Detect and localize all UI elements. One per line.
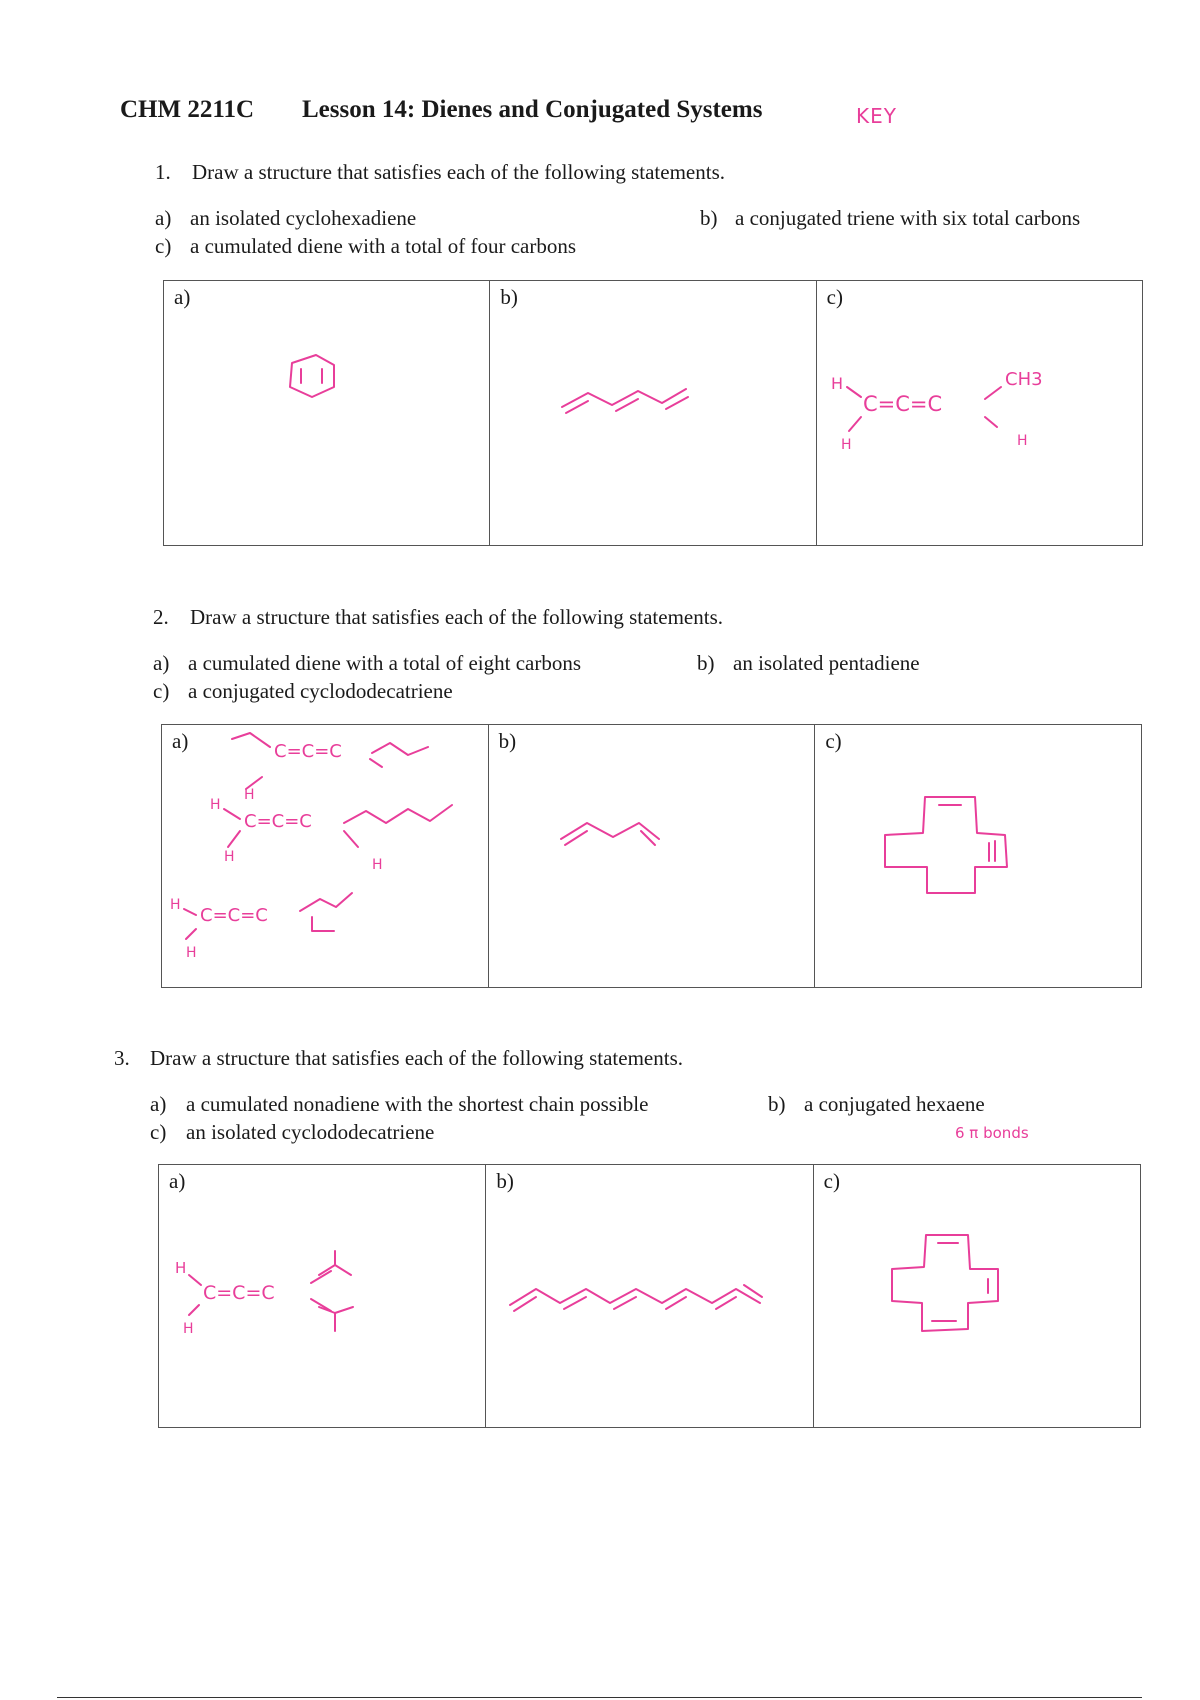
q2-option-b-label: b): [697, 651, 715, 675]
q3-option-a-text: a cumulated nonadiene with the shortest chain possible: [186, 1092, 649, 1116]
q3a-nonadiene-drawing: [159, 1165, 485, 1429]
q2-cell-c-label: c): [825, 729, 842, 753]
q2-cell-c: [814, 725, 1141, 987]
q1-option-c-label: c): [155, 234, 172, 258]
q1c-h-top: H: [830, 374, 843, 393]
q2-cell-a: [162, 725, 488, 987]
q2a-chain-3: C=C=C: [200, 905, 268, 926]
q1-cell-c-label: c): [826, 285, 843, 309]
q3-option-b-text: a conjugated hexaene: [804, 1092, 985, 1116]
question-3-prompt: Draw a structure that satisfies each of the following statements.: [150, 1046, 683, 1070]
q1b-hexatriene-drawing: [490, 281, 816, 547]
q3-cell-c: [813, 1165, 1140, 1427]
q2a-octadiene-drawing: [162, 725, 488, 989]
q2a-h-1: H: [244, 787, 255, 803]
q1c-chain: C=C=C: [862, 392, 942, 416]
q1-option-b-text: a conjugated triene with six total carbons: [735, 206, 1081, 230]
question-3-number: 3.: [114, 1046, 130, 1070]
q2a-h-3: H: [224, 849, 235, 865]
q3b-hexaene-drawing: [486, 1165, 812, 1429]
q1-answer-grid: [163, 280, 1143, 546]
q1-option-b-label: b): [700, 206, 718, 230]
q1c-h-right: H: [1016, 433, 1028, 449]
key-mark: KEY: [856, 104, 897, 128]
q1-option-a-label: a): [155, 206, 172, 230]
question-1-prompt: Draw a structure that satisfies each of the following statements.: [192, 160, 725, 184]
q2-option-a-label: a): [153, 651, 170, 675]
q2-option-a-text: a cumulated diene with a total of eight carbons: [188, 651, 582, 675]
q3-answer-grid: [158, 1164, 1141, 1428]
q3-option-c-text: an isolated cyclododecatriene: [186, 1120, 435, 1144]
q2a-h-6: H: [186, 945, 197, 961]
q2a-h-5: H: [170, 897, 181, 913]
q2-option-b-text: an isolated pentadiene: [733, 651, 920, 675]
q2a-h-2: H: [210, 797, 221, 813]
footer-rule: [57, 1697, 1142, 1698]
q1-cell-b-label: b): [500, 285, 518, 309]
q3-cell-c-label: c): [823, 1169, 840, 1193]
q2c-cyclododecatriene-drawing: [815, 725, 1141, 989]
q3a-chain: C=C=C: [203, 1282, 275, 1304]
q2-cell-b-label: b): [498, 729, 517, 753]
q2a-chain-2: C=C=C: [244, 811, 312, 832]
q2a-h-4: H: [372, 857, 383, 873]
q3-cell-a-label: a): [169, 1169, 186, 1193]
q2b-pentadiene-drawing: [489, 725, 815, 989]
q3-pi-bonds-note: 6 π bonds: [955, 1124, 1029, 1142]
page-title: Lesson 14: Dienes and Conjugated Systems: [302, 96, 763, 123]
q2-option-c-text: a conjugated cyclododecatriene: [188, 679, 453, 703]
q3-option-c-label: c): [150, 1120, 167, 1144]
q1-cell-b: [489, 281, 815, 545]
q1c-ch3: CH3: [1004, 369, 1043, 390]
q2-cell-a-label: a): [172, 729, 189, 753]
q2a-chain-1: C=C=C: [274, 741, 342, 762]
q1-option-a-text: an isolated cyclohexadiene: [190, 206, 417, 230]
q1-cell-a: [164, 281, 489, 545]
q3-option-b-label: b): [768, 1092, 786, 1116]
q3c-isolated-cyclododecatriene-drawing: [814, 1165, 1140, 1429]
q1-option-c-text: a cumulated diene with a total of four carbons: [190, 234, 577, 258]
q3a-h-top: H: [175, 1259, 187, 1277]
q1c-h-bottom: H: [840, 437, 852, 453]
q2-answer-grid: [161, 724, 1142, 988]
q1a-cyclohexadiene-drawing: [164, 281, 490, 547]
q1-cell-a-label: a): [174, 285, 191, 309]
q3a-h-bottom: H: [183, 1321, 194, 1337]
q1c-butadiene-drawing: [817, 281, 1143, 547]
q3-cell-b-label: b): [496, 1169, 514, 1193]
q3-option-a-label: a): [150, 1092, 167, 1116]
q3-cell-b: [485, 1165, 812, 1427]
question-2-number: 2.: [153, 605, 169, 629]
question-2-prompt: Draw a structure that satisfies each of the following statements.: [190, 605, 723, 629]
question-1-number: 1.: [155, 160, 171, 184]
q2-option-c-label: c): [153, 679, 170, 703]
q1-cell-c: [816, 281, 1142, 545]
q2-cell-b: [488, 725, 815, 987]
q3-cell-a: [159, 1165, 485, 1427]
course-code: CHM 2211C: [120, 96, 255, 123]
